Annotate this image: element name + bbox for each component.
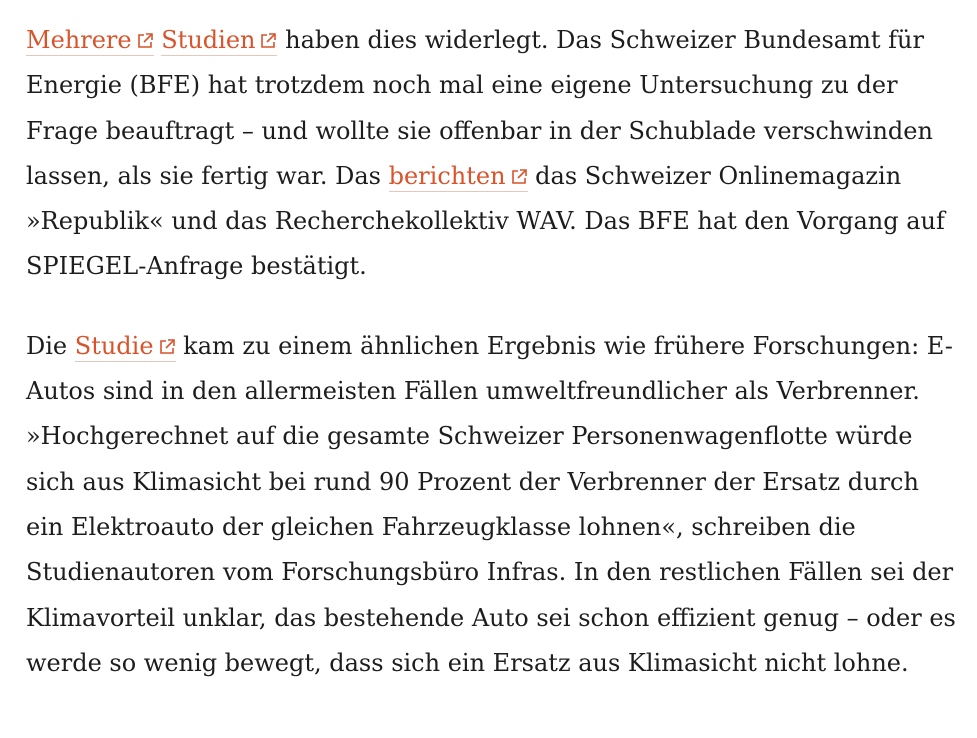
link-studie[interactable] — [75, 332, 176, 362]
link-studien[interactable] — [161, 26, 277, 56]
link-studien-label: Studien — [161, 26, 256, 54]
link-berichten[interactable] — [389, 162, 528, 192]
link-studie-label: Studie — [74, 331, 154, 360]
paragraph-1-text-b: das Schweizer Onlinemagazin »Republik« und das Recherchekollektiv WAV. Das BFE hat den Vorgang auf SPIEGEL-Anfrage bestätigt. — [26, 161, 945, 281]
external-link-icon — [510, 168, 528, 186]
external-link-icon — [158, 338, 176, 356]
link-berichten-label: berichten — [388, 161, 506, 190]
paragraph-2-text-b: kam zu einem ähnlichen Ergebnis wie frühere Forschungen: E-Autos sind in den allermeisten Fällen umweltfreundlicher als Verbrenner. »Hochgerechnet auf die gesamte Schweizer Personenwagenflotte würde sich aus Klimasicht bei rund 90 Prozent der Verbrenner der Ersatz durch ein Elektroauto der gleichen Fahrzeugklasse lohnen«, schreiben die Studienautoren vom Forschungsbüro Infras. In den restlichen Fällen sei der Klimavorteil unklar, das bestehende Auto sei schon effizient genug – oder es werde so wenig bewegt, dass sich ein Ersatz aus Klimasicht nicht lohne. — [26, 331, 956, 677]
paragraph-1 — [26, 18, 959, 290]
link-mehrere-label: Mehrere — [26, 26, 132, 54]
paragraph-2-text-a: Die — [26, 331, 75, 360]
paragraph-2 — [26, 324, 959, 686]
paragraph-1-text-a: haben dies widerlegt. Das Schweizer Bundesamt für Energie (BFE) hat trotzdem noch mal eine eigene Untersuchung zu der Frage beauftragt – und wollte sie offenbar in der Schublade verschwinden lassen, als sie fertig war. Das — [26, 26, 933, 190]
external-link-icon — [259, 32, 277, 50]
external-link-icon — [136, 32, 154, 50]
link-mehrere[interactable] — [26, 26, 154, 56]
